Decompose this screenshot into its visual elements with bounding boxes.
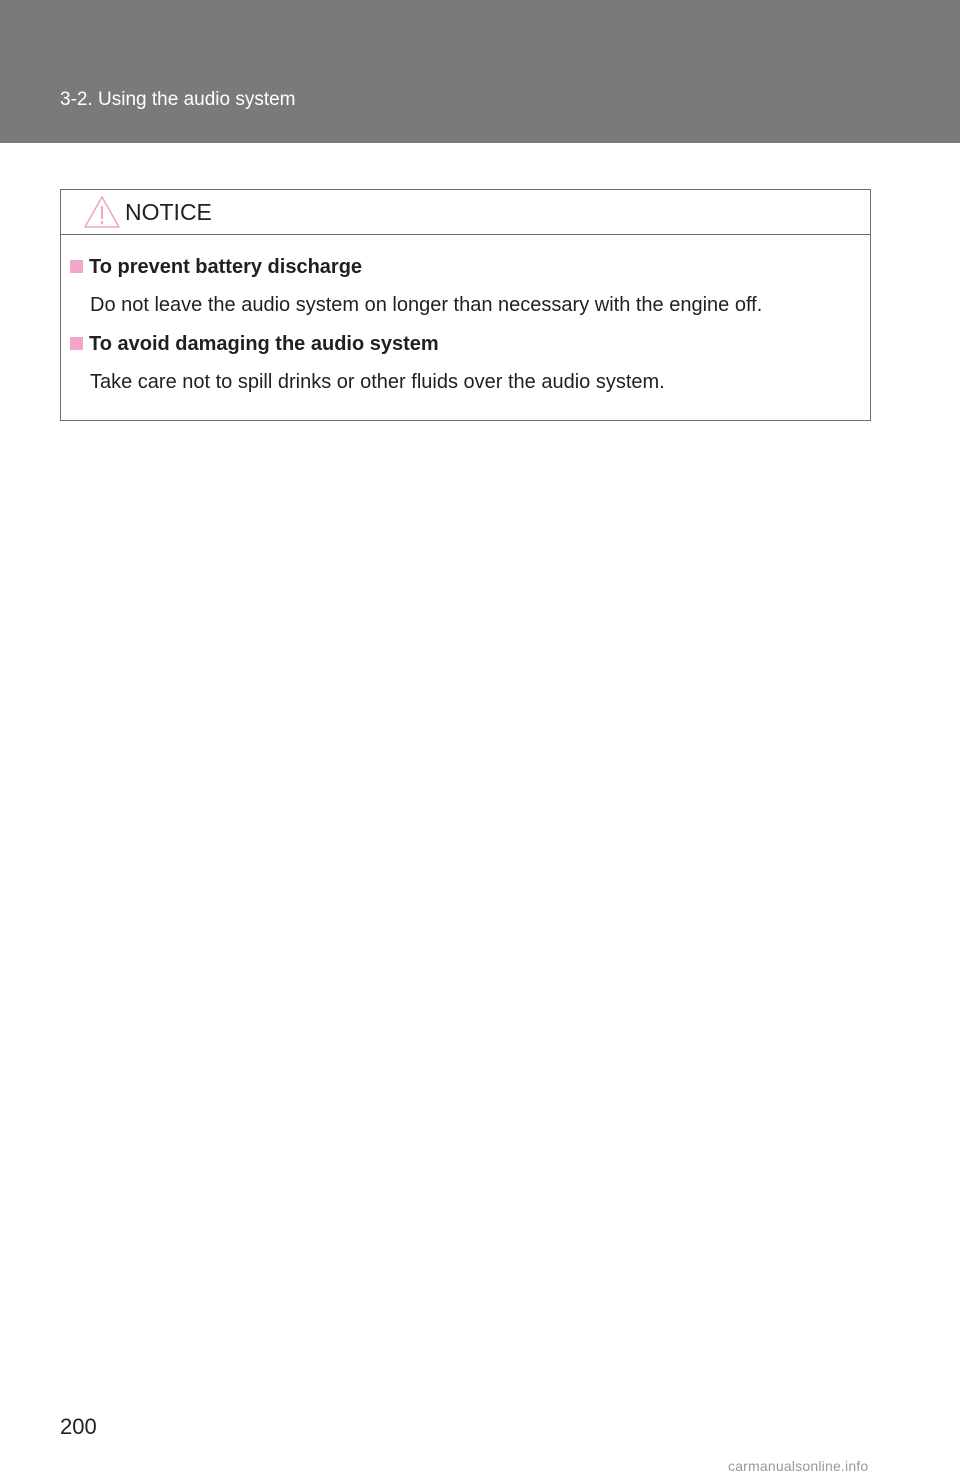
watermark: carmanualsonline.info xyxy=(728,1458,869,1474)
notice-box xyxy=(60,189,871,421)
notice-item-body: Take care not to spill drinks or other fluids over the audio system. xyxy=(90,371,665,393)
notice-item-heading-text: To avoid damaging the audio system xyxy=(89,333,439,355)
notice-item-heading-text: To prevent battery discharge xyxy=(89,256,363,278)
warning-triangle-icon xyxy=(83,195,121,229)
bullet-square-icon xyxy=(70,260,83,273)
notice-item-heading xyxy=(70,256,362,279)
notice-label: NOTICE xyxy=(125,199,212,225)
notice-header xyxy=(61,190,870,235)
notice-item-body: Do not leave the audio system on longer than necessary with the engine off. xyxy=(90,294,763,316)
notice-item-heading xyxy=(70,333,439,356)
section-title: 3-2. Using the audio system xyxy=(60,89,296,110)
header-band xyxy=(0,0,960,143)
page-number: 200 xyxy=(60,1414,97,1439)
bullet-square-icon xyxy=(70,337,83,350)
